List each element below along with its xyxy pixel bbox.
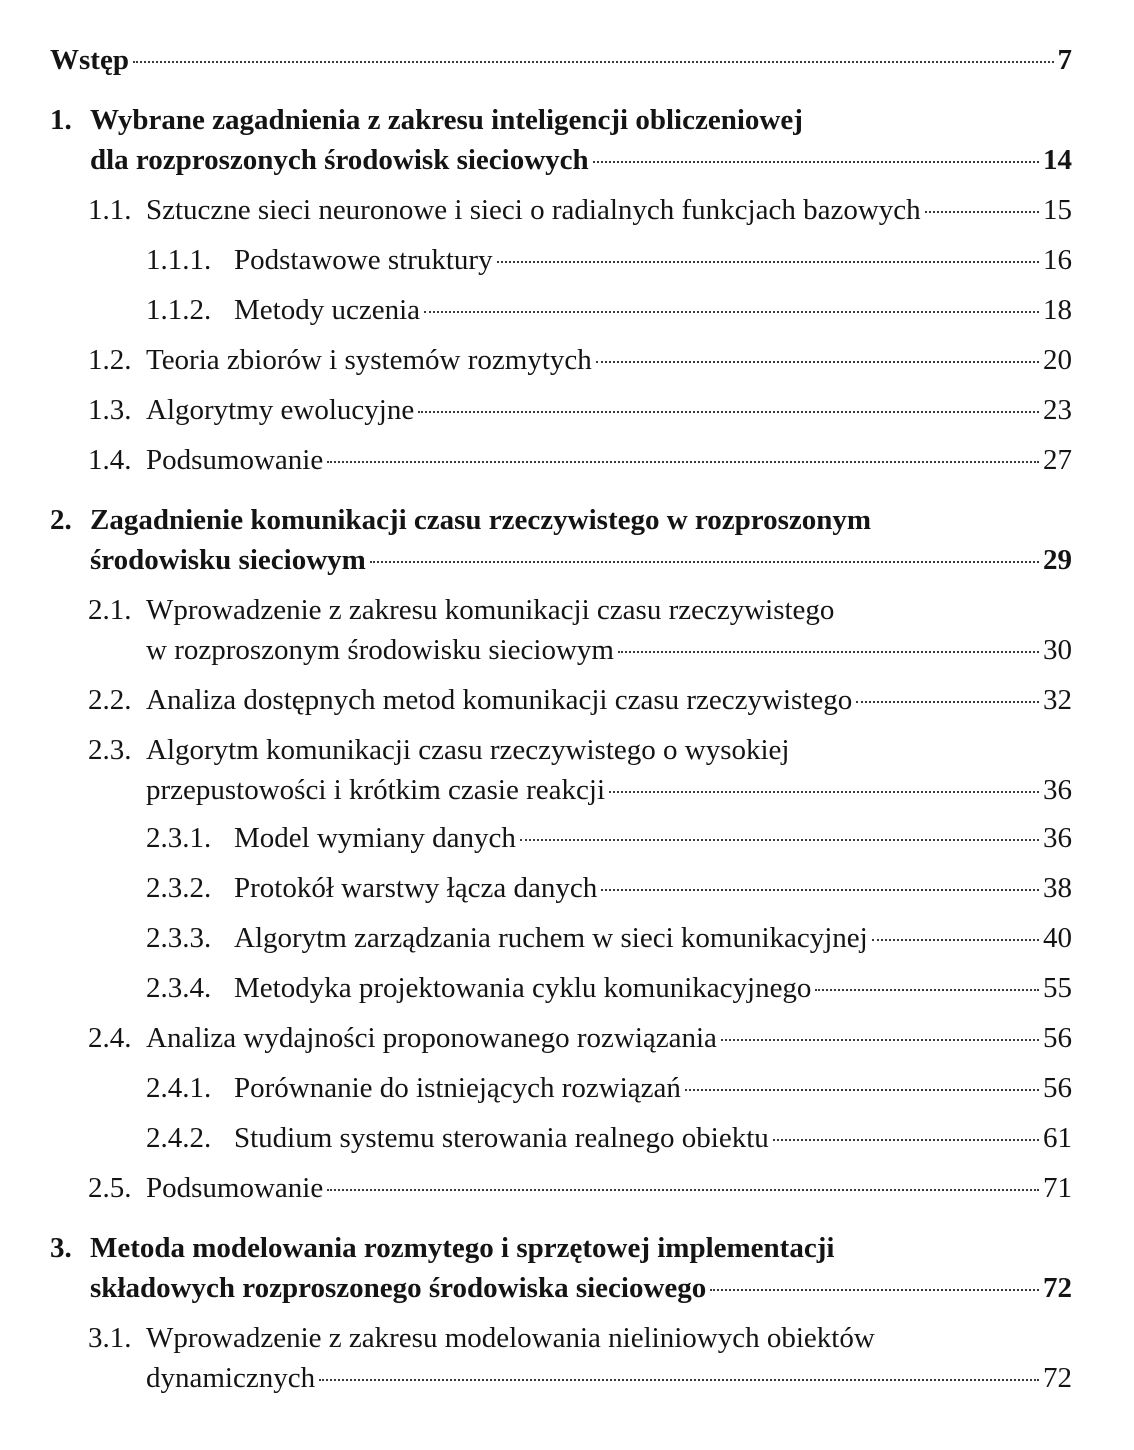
toc-entry-number: 2.3. <box>88 734 132 766</box>
dot-leader <box>370 561 1039 563</box>
toc-entry-title: Analiza wydajności proponowanego rozwiązania <box>146 1022 717 1054</box>
toc-entry-title: Protokół warstwy łącza danych <box>234 872 598 904</box>
toc-entry-title[interactable]: Metoda modelowania rozmytego i sprzętowej implementacji <box>90 1232 835 1264</box>
toc-entry-page-number: 56 <box>1043 1022 1072 1054</box>
toc-entry-number: 1.1.1. <box>146 244 212 276</box>
toc-entry-title: Porównanie do istniejących rozwiązań <box>234 1072 681 1104</box>
toc-entry-page-number: 71 <box>1043 1172 1072 1204</box>
toc-entry-page-number: 23 <box>1043 394 1072 426</box>
toc-entry-title-continued: składowych rozproszonego środowiska sieciowego <box>90 1272 707 1304</box>
toc-entry-section[interactable] <box>146 1022 1072 1062</box>
dot-leader <box>685 1089 1039 1091</box>
toc-entry-title: Analiza dostępnych metod komunikacji czasu rzeczywistego <box>146 684 853 716</box>
toc-entry-number: 1.4. <box>88 444 132 476</box>
toc-entry-subsection[interactable] <box>234 922 1072 962</box>
dot-leader <box>618 651 1039 653</box>
toc-entry-page-number: 61 <box>1043 1122 1072 1154</box>
toc-entry-page-number: 56 <box>1043 1072 1072 1104</box>
toc-entry-number: 3. <box>50 1232 72 1264</box>
toc-entry-title: Podstawowe struktury <box>234 244 493 276</box>
toc-entry-title-continued: dynamicznych <box>146 1362 316 1394</box>
toc-entry-title[interactable]: Wprowadzenie z zakresu modelowania nieliniowych obiektów <box>146 1322 875 1354</box>
toc-entry-chapter[interactable] <box>90 144 1072 184</box>
dot-leader <box>721 1039 1039 1041</box>
toc-entry-section[interactable] <box>146 634 1072 674</box>
toc-entry-section[interactable] <box>146 194 1072 234</box>
toc-entry-number: 1.1. <box>88 194 132 226</box>
toc-entry-page-number: 7 <box>1057 44 1072 76</box>
toc-entry-page-number: 20 <box>1043 344 1072 376</box>
toc-entry-page-number: 36 <box>1043 822 1072 854</box>
toc-entry-page-number: 36 <box>1043 774 1072 806</box>
toc-entry-title: Metodyka projektowania cyklu komunikacyjnego <box>234 972 812 1004</box>
toc-entry-title: Sztuczne sieci neuronowe i sieci o radialnych funkcjach bazowych <box>146 194 921 226</box>
toc-entry-title: Algorytmy ewolucyjne <box>146 394 415 426</box>
toc-entry-number: 1.3. <box>88 394 132 426</box>
toc-entry-page-number: 16 <box>1043 244 1072 276</box>
toc-entry-title: Wstęp <box>50 44 129 76</box>
toc-entry-section[interactable] <box>146 774 1072 814</box>
toc-entry-subsection[interactable] <box>234 822 1072 862</box>
toc-entry-page-number: 27 <box>1043 444 1072 476</box>
toc-entry-number: 2.3.3. <box>146 922 212 954</box>
dot-leader <box>327 461 1039 463</box>
toc-entry-title: Podsumowanie <box>146 444 324 476</box>
toc-entry-number: 2.3.4. <box>146 972 212 1004</box>
toc-entry-number: 2.4.1. <box>146 1072 212 1104</box>
toc-entry-title-continued: środowisku sieciowym <box>90 544 366 576</box>
toc-entry-number: 1. <box>50 104 72 136</box>
dot-leader <box>497 261 1039 263</box>
dot-leader <box>710 1289 1039 1291</box>
toc-entry-chapter[interactable] <box>50 44 1072 84</box>
dot-leader <box>593 161 1039 163</box>
toc-entry-title: Teoria zbiorów i systemów rozmytych <box>146 344 592 376</box>
toc-entry-title[interactable]: Zagadnienie komunikacji czasu rzeczywistego w rozproszonym <box>90 504 872 536</box>
toc-entry-page-number: 72 <box>1043 1362 1072 1394</box>
toc-entry-chapter[interactable] <box>90 544 1072 584</box>
toc-entry-number: 2.5. <box>88 1172 132 1204</box>
toc-entry-subsection[interactable] <box>234 972 1072 1012</box>
toc-entry-page-number: 30 <box>1043 634 1072 666</box>
toc-entry-number: 2.3.1. <box>146 822 212 854</box>
dot-leader <box>773 1139 1039 1141</box>
toc-entry-title: Metody uczenia <box>234 294 421 326</box>
toc-entry-chapter[interactable] <box>90 1272 1072 1312</box>
toc-entry-title[interactable]: Wprowadzenie z zakresu komunikacji czasu rzeczywistego <box>146 594 835 626</box>
toc-entry-page-number: 29 <box>1043 544 1072 576</box>
toc-entry-section[interactable] <box>146 344 1072 384</box>
toc-entry-page-number: 38 <box>1043 872 1072 904</box>
toc-entry-subsection[interactable] <box>234 244 1072 284</box>
dot-leader <box>133 61 1054 63</box>
toc-entry-page-number: 32 <box>1043 684 1072 716</box>
dot-leader <box>424 311 1039 313</box>
dot-leader <box>596 361 1039 363</box>
dot-leader <box>418 411 1039 413</box>
toc-entry-title-continued: przepustowości i krótkim czasie reakcji <box>146 774 606 806</box>
toc-entry-section[interactable] <box>146 1362 1072 1402</box>
toc-entry-page-number: 15 <box>1043 194 1072 226</box>
dot-leader <box>319 1379 1039 1381</box>
toc-entry-title: Model wymiany danych <box>234 822 516 854</box>
toc-entry-section[interactable] <box>146 444 1072 484</box>
toc-entry-subsection[interactable] <box>234 872 1072 912</box>
toc-entry-title[interactable]: Algorytm komunikacji czasu rzeczywistego o wysokiej <box>146 734 790 766</box>
toc-entry-page-number: 40 <box>1043 922 1072 954</box>
toc-entry-number: 2.4. <box>88 1022 132 1054</box>
toc-entry-number: 2.4.2. <box>146 1122 212 1154</box>
toc-entry-section[interactable] <box>146 394 1072 434</box>
toc-entry-title-continued: w rozproszonym środowisku sieciowym <box>146 634 614 666</box>
dot-leader <box>601 889 1039 891</box>
toc-entry-section[interactable] <box>146 1172 1072 1212</box>
dot-leader <box>925 211 1039 213</box>
toc-entry-number: 2. <box>50 504 72 536</box>
dot-leader <box>609 791 1039 793</box>
dot-leader <box>872 939 1039 941</box>
toc-entry-subsection[interactable] <box>234 1122 1072 1162</box>
toc-entry-number: 3.1. <box>88 1322 132 1354</box>
dot-leader <box>856 701 1039 703</box>
toc-entry-page-number: 55 <box>1043 972 1072 1004</box>
toc-entry-title-continued: dla rozproszonych środowisk sieciowych <box>90 144 589 176</box>
toc-entry-page-number: 14 <box>1043 144 1072 176</box>
toc-entry-number: 2.3.2. <box>146 872 212 904</box>
toc-entry-number: 2.1. <box>88 594 132 626</box>
dot-leader <box>815 989 1039 991</box>
toc-entry-subsection[interactable] <box>234 1072 1072 1112</box>
dot-leader <box>327 1189 1039 1191</box>
toc-entry-page-number: 72 <box>1043 1272 1072 1304</box>
toc-entry-section[interactable] <box>146 684 1072 724</box>
toc-entry-title: Podsumowanie <box>146 1172 324 1204</box>
toc-entry-number: 2.2. <box>88 684 132 716</box>
toc-entry-number: 1.2. <box>88 344 132 376</box>
dot-leader <box>520 839 1039 841</box>
toc-entry-page-number: 18 <box>1043 294 1072 326</box>
toc-entry-subsection[interactable] <box>234 294 1072 334</box>
toc-entry-number: 1.1.2. <box>146 294 212 326</box>
toc-entry-title: Studium systemu sterowania realnego obiektu <box>234 1122 769 1154</box>
toc-entry-title[interactable]: Wybrane zagadnienia z zakresu inteligencji obliczeniowej <box>90 104 803 136</box>
toc-entry-title: Algorytm zarządzania ruchem w sieci komunikacyjnej <box>234 922 868 954</box>
